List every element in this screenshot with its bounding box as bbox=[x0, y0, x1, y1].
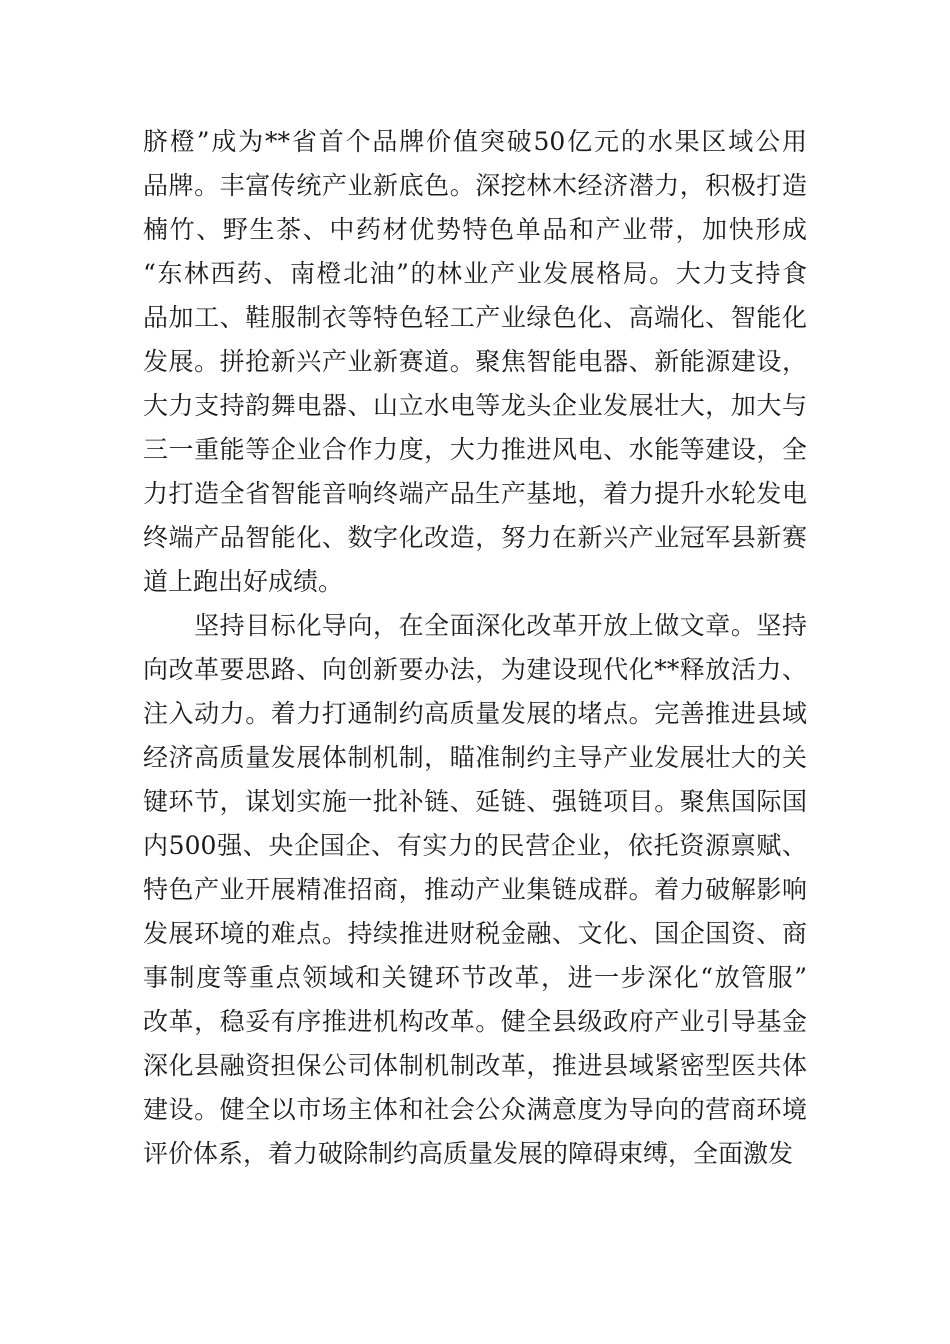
text-line: 坚持目标化导向，在全面深化改革开放上做文章。坚持 bbox=[143, 611, 807, 640]
text-line: 力打造全省智能音响终端产品生产基地，着力提升水轮发电 bbox=[143, 479, 807, 508]
text-line: 事制度等重点领域和关键环节改革，进一步深化“放管服” bbox=[143, 963, 807, 992]
text-line: 建设。健全以市场主体和社会公众满意度为导向的营商环境 bbox=[143, 1095, 807, 1124]
text-line: 经济高质量发展体制机制，瞄准制约主导产业发展壮大的关 bbox=[143, 743, 807, 772]
text-line: 道上跑出好成绩。 bbox=[143, 567, 344, 596]
text-line: 向改革要思路、向创新要办法，为建设现代化**释放活力、 bbox=[143, 655, 807, 684]
text-line: 特色产业开展精准招商，推动产业集链成群。着力破解影响 bbox=[143, 875, 807, 904]
text-line: 品牌。丰富传统产业新底色。深挖林木经济潜力，积极打造 bbox=[143, 171, 807, 200]
text-line: 品加工、鞋服制衣等特色轻工产业绿色化、高端化、智能化 bbox=[143, 303, 807, 332]
text-line: 三一重能等企业合作力度，大力推进风电、水能等建设，全 bbox=[143, 435, 807, 464]
text-line: 脐橙”成为**省首个品牌价值突破50亿元的水果区域公用 bbox=[143, 127, 807, 156]
body-text bbox=[143, 120, 807, 1176]
text-line: 终端产品智能化、数字化改造，努力在新兴产业冠军县新赛 bbox=[143, 523, 807, 552]
text-line: 键环节，谋划实施一批补链、延链、强链项目。聚焦国际国 bbox=[143, 787, 807, 816]
paragraph-2 bbox=[143, 604, 807, 1176]
paragraph-1 bbox=[143, 120, 807, 604]
text-line: “东林西药、南橙北油”的林业产业发展格局。大力支持食 bbox=[143, 259, 807, 288]
text-line: 改革，稳妥有序推进机构改革。健全县级政府产业引导基金 bbox=[143, 1007, 807, 1036]
text-line: 内500强、央企国企、有实力的民营企业，依托资源禀赋、 bbox=[143, 831, 807, 860]
text-line: 深化县融资担保公司体制机制改革，推进县域紧密型医共体 bbox=[143, 1051, 807, 1080]
text-line: 大力支持韵舞电器、山立水电等龙头企业发展壮大，加大与 bbox=[143, 391, 807, 420]
text-line: 发展。拼抢新兴产业新赛道。聚焦智能电器、新能源建设， bbox=[143, 347, 807, 376]
text-line: 楠竹、野生茶、中药材优势特色单品和产业带，加快形成 bbox=[143, 215, 807, 244]
text-line: 注入动力。着力打通制约高质量发展的堵点。完善推进县域 bbox=[143, 699, 807, 728]
text-line: 发展环境的难点。持续推进财税金融、文化、国企国资、商 bbox=[143, 919, 807, 948]
text-line: 评价体系，着力破除制约高质量发展的障碍束缚，全面激发 bbox=[143, 1139, 794, 1168]
